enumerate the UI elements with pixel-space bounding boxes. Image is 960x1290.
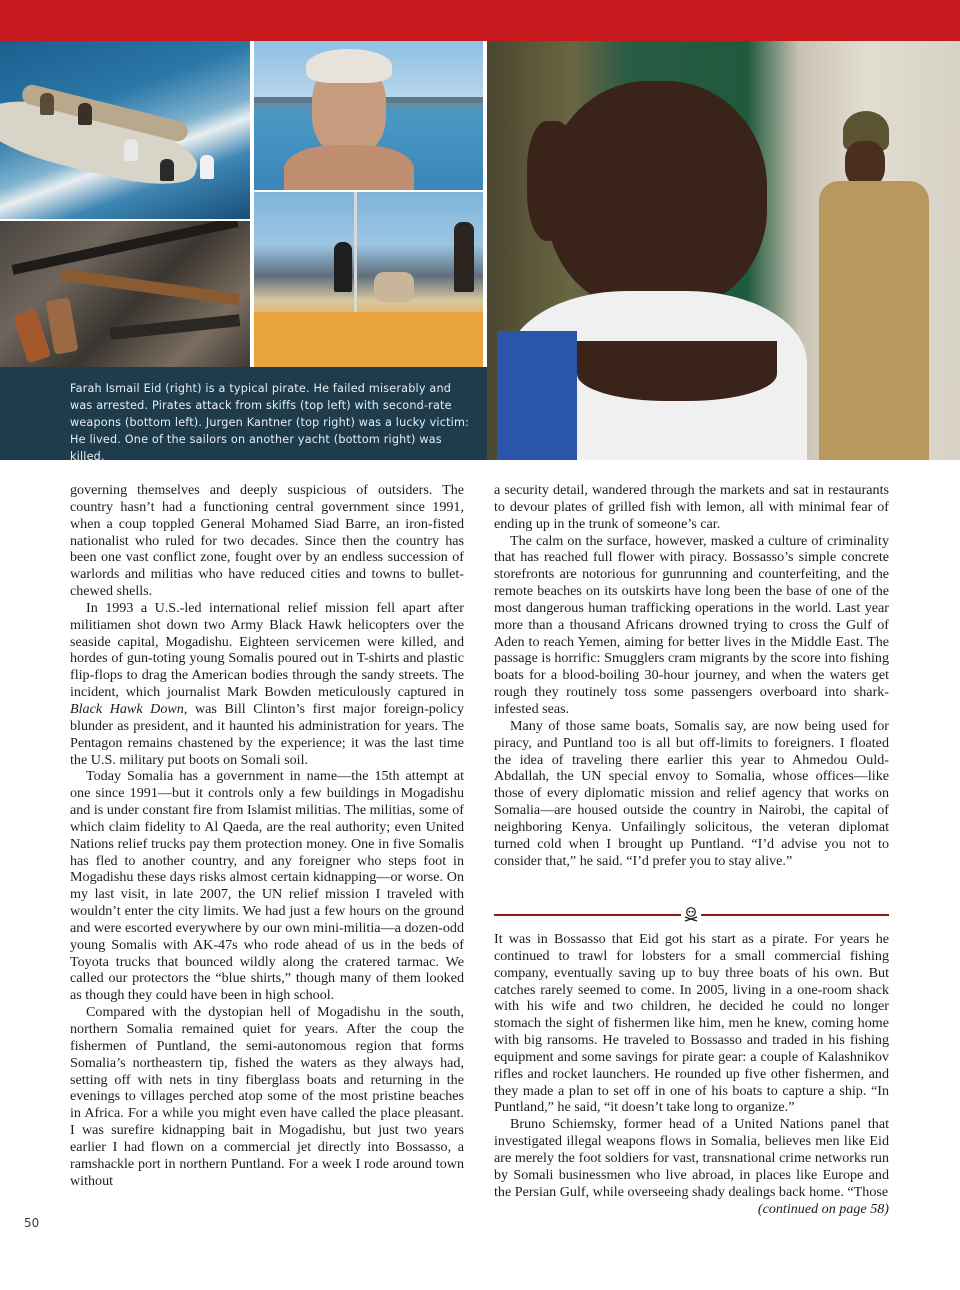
article-column-right-top — [494, 482, 889, 869]
photo-jurgen-kantner — [254, 41, 483, 190]
paragraph: governing themselves and deeply suspicious of outsiders. The country hasn’t had a functioning central government since 1991, when a coup toppled General Mohamed Siad Barre, an iron-fisted nationalist who ruled for two decades. Since then the country has been one vast conflict zone, fought over by an endless succession of warlords and militias who have reduced cities and towns to bullet-chewed shells. — [70, 482, 464, 600]
skull-crossbones-icon — [681, 905, 701, 923]
page-number: 50 — [24, 1216, 40, 1230]
photo-weapons — [0, 221, 250, 367]
article-column-right-bottom — [494, 931, 889, 1217]
continued-note: (continued on page 58) — [757, 1200, 889, 1217]
photo-yacht — [254, 192, 483, 367]
paragraph: The calm on the surface, however, masked a culture of criminality that has reached full flower with piracy. Bossasso’s simple concrete storefronts are notorious for gunrunning and counterfeiting, and the remote beaches on its outskirts have long been the base of one of the most dangerous human trafficking operations in the world. Last year more than a thousand Africans drowned trying to cross the Gulf of Aden to reach Yemen, aiming for better lives in the Middle East. The passage is horrific: Smugglers cram migrants by the score into fishing boats for a blood-boiling 30-hour journey, and when the waters get rough they routinely toss some passengers overboard into shark-infested seas. — [494, 532, 889, 717]
paragraph: It was in Bossasso that Eid got his start as a pirate. For years he continued to trawl for lobsters for a small commercial fishing company, eventually saving up to buy three boats of his own. But catches rarely seemed to come. In 2005, living in a one-room shack with his wife and two children, he decided he could no longer stomach the sight of fishermen like him, men he knew, coming home with big ransoms. He traveled to Bossasso and traded in his fishing equipment and some savings for pirate gear: a couple of Kalashnikov rifles and rocket launchers. He rounded up five other fishermen, and they made a plan to set off in one of his boats to capture a ship. “In Puntland,” he said, “it doesn’t take long to organize.” — [494, 931, 889, 1116]
photo-farah-ismail-eid — [487, 41, 960, 460]
paragraph: Today Somalia has a government in name—the 15th attempt at one since 1991—but it controls only a few buildings in Mogadishu and is under constant fire from Islamist militias. The militias, some of which claim fidelity to Al Qaeda, are the real authority; even United Nations relief trucks pay them protection money. One in five Somalis has fled to another country, and any foreigner who steps foot in Mogadishu these days risks almost certain kidnapping—or worse. On my last visit, in late 2007, the UN relief mission I traveled with wouldn’t enter the city limits. We had just a few hours on the ground and were escorted everywhere by our own mini-militia—a dozen-odd young Somalis with AK-47s who rode ahead of us in the beds of Toyota trucks that bounced wildly along the cratered tarmac. We called our protectors the “blue shirts,” though many of them looked as though they could have been in high school. — [70, 768, 464, 1004]
photo-pirate-skiff — [0, 41, 250, 219]
paragraph: a security detail, wandered through the markets and sat in restaurants to devour plates of grilled fish with lemon, all with minimal fear of ending up in the trunk of someone’s car. — [494, 482, 889, 532]
paragraph: Many of those same boats, Somalis say, are now being used for piracy, and Puntland too is all but off-limits to foreigners. I floated the idea of traveling there earlier this year to Ahmedou Ould-Abdallah, the UN special envoy to Somalia, whose offices—like those of every diplomatic mission and relief agency that works on Somalia—are housed outside the country in Nairobi, the capital of neighboring Kenya. Unfailingly solicitous, the veteran diplomat turned cold when I brought up Puntland. “I’d advise you not to consider that,” he said. “I’d prefer you to stay alive.” — [494, 717, 889, 869]
photo-caption: Farah Ismail Eid (right) is a typical pirate. He failed miserably and was arrested. Pirates attack from skiffs (top left) with second-rate weapons (bottom left). Jurgen Kantner (top right) was a lucky victim: He lived. One of the sailors on another yacht (bottom right) was killed. — [70, 382, 470, 463]
paragraph: Compared with the dystopian hell of Mogadishu in the south, northern Somalia remained quiet for years. After the coup the fishermen of Puntland, the semi-autonomous region that forms Somalia’s northeastern tip, fished the waters as they always had, setting off with nets in tiny fiberglass boats and returning in the evenings to villages perched atop some of the most pristine beaches in Africa. For a while you might even have called the place pleasant. I was surefire kidnapping bait in Mogadishu, but just two years earlier I had flown on a commercial jet directly into Bossasso, a ramshackle port in northern Puntland. For a week I rode around town without — [70, 1004, 464, 1189]
book-title: Black Hawk Down — [70, 700, 184, 717]
top-color-bar — [0, 0, 960, 41]
article-column-left — [70, 482, 464, 1189]
paragraph: Bruno Schiemsky, former head of a United Nations panel that investigated illegal weapons flows in Somalia, believes men like Eid are merely the foot soldiers for vast, transnational crime networks run by Somali businessmen who live abroad, in places like Europe and the Persian Gulf, while overseeing shady dealings back home. “Those (continued on page 58) — [494, 1116, 889, 1217]
paragraph: In 1993 a U.S.-led international relief mission fell apart after militiamen shot down two Army Black Hawk helicopters over the seaside capital, Mogadishu. Eighteen servicemen were killed, and hordes of gun-toting young Somalis poured out in T-shirts and plastic flip-flops to drag the American bodies through the sandy streets. The incident, which journalist Mark Bowden meticulously captured in Black Hawk Down, was Bill Clinton’s first major foreign-policy blunder as president, and it haunted his administration for years. The Pentagon remains chastened by the experience; it was the last time the U.S. military put boots on Somali soil. — [70, 599, 464, 768]
